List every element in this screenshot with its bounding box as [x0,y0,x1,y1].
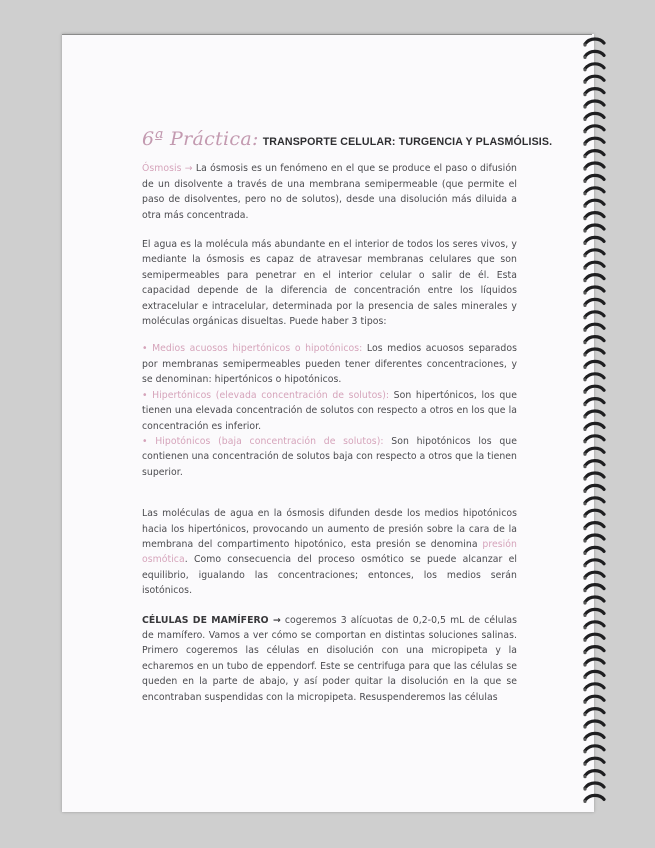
spiral-ring [585,262,604,267]
spiral-hole [583,515,586,518]
spiral-ring [585,399,604,404]
spiral-hole [583,651,586,654]
spiral-hole [583,800,586,803]
spiral-hole [583,217,586,220]
spiral-hole [583,589,586,592]
spiral-hole [583,118,586,121]
spiral-hole [583,316,586,319]
spiral-hole [583,725,586,728]
spiral-hole [583,68,586,71]
spiral-hole [583,477,586,480]
type-term-1: • Medios acuosos hipertónicos o hipotónicos: [142,343,363,355]
spiral-hole [583,205,586,208]
spiral-ring [585,175,604,180]
spiral-ring [585,126,604,131]
spiral-ring [585,411,604,416]
spiral-ring [585,523,604,528]
spiral-hole [583,353,586,356]
spiral-hole [583,701,586,704]
spiral-ring [585,783,604,788]
spiral-ring [585,461,604,466]
intro-term: Ósmosis → [142,163,193,175]
spiral-ring [585,498,604,503]
spiral-ring [585,423,604,428]
spiral-ring [585,299,604,304]
spiral-hole [583,552,586,555]
mammal-cells-term: CÉLULAS DE MAMÍFERO → [142,614,281,626]
water-paragraph: El agua es la molécula más abundante en el interior de todos los seres vivos, y mediante la ósmosis es capaz de atravesar membranas celulares que son semipermeables para penetrar en el interior celular o salir de él. Esta capacidad depende de la diferencia de concentración entre los líquidos extracelular e intracelular, determinada por la presencia de sales minerales y moléculas orgánicas disueltas. Puede haber 3 tipos: [142,239,517,328]
type-item-3 [142,434,517,480]
spiral-ring [585,287,604,292]
spiral-hole [583,490,586,493]
spiral-hole [583,366,586,369]
spiral-hole [583,229,586,232]
spiral-hole [583,267,586,270]
spiral-ring [585,312,604,317]
spiral-ring [585,560,604,565]
spiral-ring [585,746,604,751]
spiral-hole [583,192,586,195]
spiral-hole [583,626,586,629]
spiral-ring [585,64,604,69]
spiral-ring [585,250,604,255]
spiral-ring [585,709,604,714]
spiral-hole [583,291,586,294]
page-title: TRANSPORTE CELULAR: TURGENCIA Y PLASMÓLISIS. [262,136,553,148]
spiral-hole [583,738,586,741]
spiral-ring [585,51,604,56]
spiral-hole [583,415,586,418]
spiral-hole [583,601,586,604]
spiral-ring [585,758,604,763]
spiral-hole [583,750,586,753]
osmotic-paragraph [142,506,517,598]
spiral-hole [583,130,586,133]
spiral-ring [585,485,604,490]
spiral-ring [585,622,604,627]
type-term-2: • Hipertónicos (elevada concentración de solutos): [142,389,390,401]
spiral-ring [585,609,604,614]
spiral-hole [583,329,586,332]
spiral-ring [585,374,604,379]
spiral-hole [583,502,586,505]
spiral-ring [585,448,604,453]
spiral-hole [583,639,586,642]
spiral-hole [583,180,586,183]
spiral-ring [585,386,604,391]
spiral-hole [583,564,586,567]
spiral-ring [585,113,604,118]
spiral-hole [583,93,586,96]
spiral-ring [585,101,604,106]
spiral-ring [585,535,604,540]
spiral-hole [583,403,586,406]
spiral-ring [585,361,604,366]
spiral-binding [582,36,608,806]
spiral-hole [583,539,586,542]
spiral-ring [585,225,604,230]
type-text-2: Son hipertónicos, los que tienen una elevada concentración de solutos con respecto a otros en los que la concentración es inferior. [142,389,517,432]
type-item-1 [142,341,517,387]
spiral-ring [585,200,604,205]
spiral-ring [585,634,604,639]
spiral-hole [583,378,586,381]
spiral-hole [583,763,586,766]
spiral-ring [585,337,604,342]
spiral-hole [583,527,586,530]
spiral-ring [585,213,604,218]
spiral-ring [585,647,604,652]
spiral-hole [583,663,586,666]
spiral-ring [585,795,604,800]
page-top-edge [62,34,592,35]
spiral-hole [583,81,586,84]
spiral-hole [583,155,586,158]
type-item-2 [142,388,517,434]
spiral-ring [585,597,604,602]
spiral-hole [583,43,586,46]
spiral-ring [585,89,604,94]
osmotic-before: Las moléculas de agua en la ósmosis difunden desde los medios hipotónicos hacia los hipertónicos, provocando un aumento de presión sobre la cara de la membrana del compartimento hipotónico, esta presión se denomina [142,508,517,550]
spiral-hole [583,167,586,170]
spiral-ring [585,585,604,590]
intro-text: La ósmosis es un fenómeno en el que se produce el paso o difusión de un disolvente a través de una membrana semipermeable (que permite el paso de disolventes, pero no de solutos), desde una disolución más diluida a otra más concentrada. [142,163,517,221]
spiral-ring [585,151,604,156]
spiral-ring [585,349,604,354]
type-term-3: • Hipotónicos (baja concentración de solutos): [142,435,384,447]
mammal-cells-text: cogeremos 3 alícuotas de 0,2-0,5 mL de células de mamífero. Vamos a ver cómo se comportan en distintas soluciones salinas. Primero cogeremos las células en disolución con una micropipeta y la echaremos en un tubo de eppendorf. Este se centrifuga para que las células se queden en la parte de abajo, y así poder quitar la disolución en la que se encontraban suspendidas con la micropipeta. Resuspenderemos las células [142,614,518,703]
spiral-ring [585,721,604,726]
spiral-ring [585,188,604,193]
spiral-ring [585,163,604,168]
spiral-hole [583,713,586,716]
spiral-hole [583,440,586,443]
spiral-hole [583,465,586,468]
spiral-hole [583,688,586,691]
spiral-ring [585,547,604,552]
spiral-ring [585,572,604,577]
spiral-hole [583,577,586,580]
type-text-1: Los medios acuosos separados por membranas semipermeables pueden tener diferentes concentraciones, y se denominan: hipertónicos o hipotónicos. [142,343,518,386]
type-text-3: Son hipotónicos los que contienen una concentración de solutos baja con respecto a otros que la tienen superior. [142,435,517,478]
spiral-hole [583,304,586,307]
page-content [142,128,553,705]
spiral-ring [585,237,604,242]
spiral-ring [585,696,604,701]
osmotic-pressure-term: presión osmótica [142,538,517,566]
spiral-hole [583,242,586,245]
spiral-ring [585,733,604,738]
spiral-hole [583,56,586,59]
spiral-hole [583,391,586,394]
spiral-hole [583,676,586,679]
spiral-ring [585,275,604,280]
spiral-hole [583,614,586,617]
spiral-hole [583,341,586,344]
osmotic-after: . Como consecuencia del proceso osmótico se puede alcanzar el equilibrio, igualando las concentraciones; entonces, los medios serán isotónicos. [142,554,517,597]
spiral-ring [585,39,604,44]
spiral-ring [585,510,604,515]
spiral-hole [583,105,586,108]
spiral-ring [585,659,604,664]
spiral-hole [583,428,586,431]
spiral-hole [583,775,586,778]
practice-number: 6ª Práctica: [142,128,259,150]
intro-paragraph [142,161,517,223]
spiral-hole [583,787,586,790]
spiral-ring [585,138,604,143]
heading [142,128,553,150]
spiral-hole [583,254,586,257]
spiral-ring [585,684,604,689]
spiral-ring [585,324,604,329]
spiral-ring [585,671,604,676]
spiral-ring [585,76,604,81]
spiral-hole [583,453,586,456]
mammal-cells-paragraph [142,613,517,705]
spiral-ring [585,436,604,441]
spiral-ring [585,473,604,478]
spiral-hole [583,143,586,146]
spiral-ring [585,771,604,776]
spiral-hole [583,279,586,282]
